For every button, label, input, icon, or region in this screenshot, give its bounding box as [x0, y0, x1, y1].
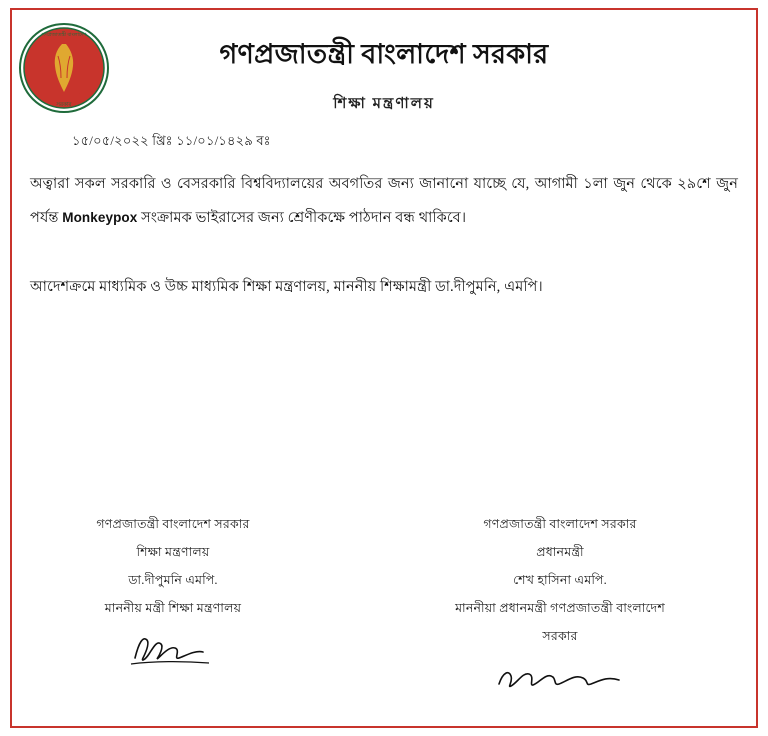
body-text-after: সংক্রামক ভাইরাসের জন্য শ্রেণীকক্ষে পাঠদান বন্ধ থাকিবে।: [137, 210, 467, 226]
signature-block-left: [48, 510, 298, 670]
document-body: [30, 168, 738, 235]
body-english-term: Monkeypox: [62, 210, 138, 225]
sig-left-line2: শিক্ষা মন্ত্রণালয়: [136, 545, 210, 559]
sig-right-line2: প্রধানমন্ত্রী: [536, 545, 584, 559]
document-date: ১৫/০৫/২০২২ খ্রিঃ ১১/০১/১৪২৯ বঃ: [72, 133, 271, 148]
page-title: গণপ্রজাতন্ত্রী বাংলাদেশ সরকার: [219, 39, 549, 69]
body-text-before: অত্বারা সকল সরকারি ও বেসরকারি বিশ্ববিদ্যালয়ের অবগতির জন্য জানানো যাচ্ছে যে, আগামী ১লা জুন থেকে ২৯শে জুন পর্যন্ত: [30, 176, 738, 226]
sig-right-line1: গণপ্রজাতন্ত্রী বাংলাদেশ সরকার: [483, 517, 637, 531]
signature-mark-right: [430, 656, 690, 698]
svg-text:সরকার: সরকার: [56, 102, 72, 108]
sig-right-line3: শেখ হাসিনা এমপি.: [513, 573, 607, 587]
signature-mark-left: [48, 628, 298, 670]
signature-block-right: [430, 510, 690, 698]
order-statement: আদেশক্রমে মাধ্যমিক ও উচ্চ মাধ্যমিক শিক্ষা মন্ত্রণালয়, মাননীয় শিক্ষামন্ত্রী ডা.দীপুমনি, এমপি।: [30, 279, 543, 295]
body-paragraph: [30, 168, 738, 235]
sig-left-line1: গণপ্রজাতন্ত্রী বাংলাদেশ সরকার: [96, 517, 250, 531]
sig-right-line5: সরকার: [542, 629, 578, 643]
sig-left-line4: মাননীয় মন্ত্রী শিক্ষা মন্ত্রণালয়: [104, 601, 242, 615]
sig-left-line3: ডা.দীপুমনি এমপি.: [128, 573, 218, 587]
sig-right-line4: মাননীয়া প্রধানমন্ত্রী গণপ্রজাতন্ত্রী বাংলাদেশ: [455, 601, 665, 615]
ministry-subtitle: শিক্ষা মন্ত্রণালয়: [333, 96, 435, 112]
svg-text:গণপ্রজাতন্ত্রী বাংলাদেশ: গণপ্রজাতন্ত্রী বাংলাদেশ: [41, 33, 87, 38]
